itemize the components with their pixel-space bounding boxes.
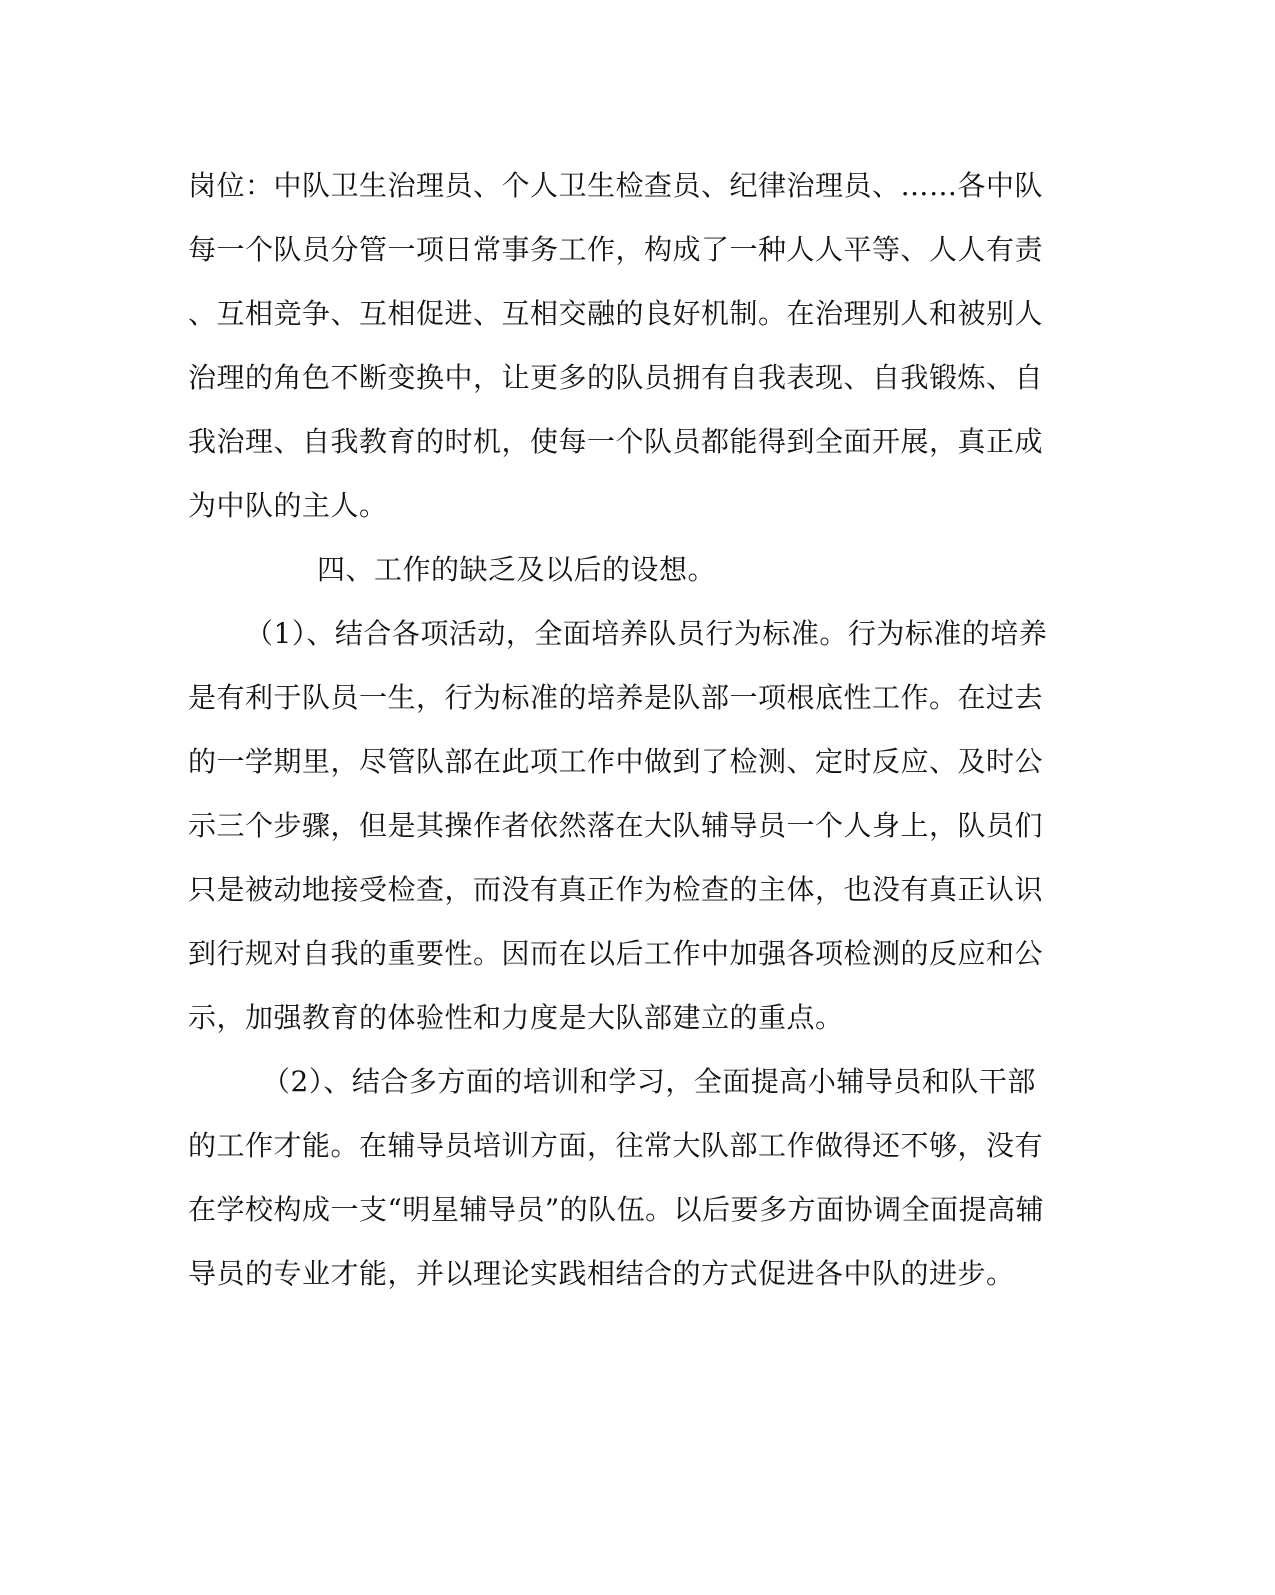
paragraph-line: 每一个队员分管一项日常事务工作，构成了一种人人平等、人人有责 <box>188 233 1044 266</box>
paragraph-line: 示三个步骤，但是其操作者依然落在大队辅导员一个人身上，队员们 <box>188 809 1044 842</box>
section-heading: 四、工作的缺乏及以后的设想。 <box>317 553 717 586</box>
paragraph-line: 在学校构成一支“明星辅导员”的队伍。以后要多方面协调全面提高辅 <box>188 1193 1045 1226</box>
paragraph-line: 治理的角色不断变换中，让更多的队员拥有自我表现、自我锻炼、自 <box>188 361 1044 394</box>
paragraph-line: 的一学期里，尽管队部在此项工作中做到了检测、定时反应、及时公 <box>188 745 1044 778</box>
paragraph-line: 的工作才能。在辅导员培训方面，往常大队部工作做得还不够，没有 <box>188 1129 1044 1162</box>
paragraph-line: 导员的专业才能，并以理论实践相结合的方式促进各中队的进步。 <box>188 1257 1015 1290</box>
paragraph-line: 只是被动地接受检查，而没有真正作为检查的主体，也没有真正认识 <box>188 873 1044 906</box>
paragraph-line: （1）、结合各项活动，全面培养队员行为标准。行为标准的培养 <box>245 617 1048 650</box>
paragraph-line: 为中队的主人。 <box>188 489 388 522</box>
paragraph-line: 到行规对自我的重要性。因而在以后工作中加强各项检测的反应和公 <box>188 937 1044 970</box>
paragraph-line: 岗位：中队卫生治理员、个人卫生检查员、纪律治理员、……各中队 <box>188 169 1044 202</box>
paragraph-line: 、互相竞争、互相促进、互相交融的良好机制。在治理别人和被别人 <box>188 297 1044 330</box>
paragraph-line: 我治理、自我教育的时机，使每一个队员都能得到全面开展，真正成 <box>188 425 1044 458</box>
paragraph-line: 示，加强教育的体验性和力度是大队部建立的重点。 <box>188 1001 844 1034</box>
paragraph-line: 是有利于队员一生，行为标准的培养是队部一项根底性工作。在过去 <box>188 681 1044 714</box>
paragraph-line: （2）、结合多方面的培训和学习，全面提高小辅导员和队干部 <box>262 1065 1036 1098</box>
